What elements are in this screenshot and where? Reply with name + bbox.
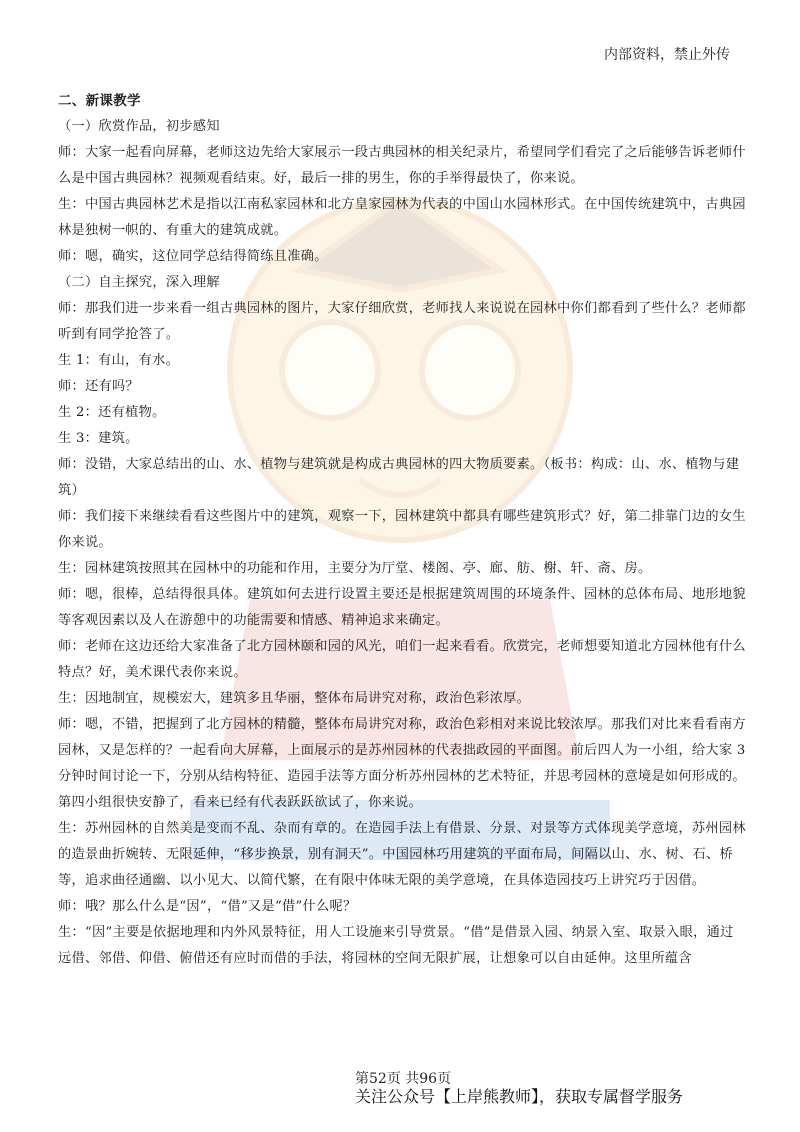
dialogue-paragraph: 师：嗯，不错，把握到了北方园林的精髓，整体布局讲究对称，政治色彩相对来说比较浓厚。那我们对比来看看南方园林，又是怎样的？一起看向大屏幕，上面展示的是苏州园林的代表拙政园的平面图。前后四人为一小组，给大家 3 分钟时间讨论一下，分别从结构特征、造园手法等方面分析苏州园林的艺术特征，并思考园林的意境是如何形成的。第四小组很快安静了，看来已经有代表跃跃欲试了，你来说。 <box>58 717 746 810</box>
dialogue-paragraph: 生：苏州园林的自然美是变而不乱、杂而有章的。在造园手法上有借景、分景、对景等方式体现美学意境，苏州园林的造景曲折婉转、无限延伸，“移步换景，别有洞天”。中国园林巧用建筑的平面布局，间隔以山、水、树、石、桥等，追求曲径通幽、以小见大、以简代繁，在有限中体味无限的美学意境，在具体造园技巧上讲究巧于因借。 <box>58 821 746 888</box>
page-number: 第52页 共96页 <box>355 1071 452 1087</box>
dialogue-paragraph: 生：因地制宜，规模宏大，建筑多且华丽，整体布局讲究对称，政治色彩浓厚。 <box>58 691 531 706</box>
dialogue-paragraph: 生 1：有山，有水。 <box>58 353 180 368</box>
subsection-heading: （一）欣赏作品，初步感知 <box>58 119 220 134</box>
lesson-content <box>58 88 746 972</box>
follow-notice: 关注公众号【上岸熊教师】，获取专属督学服务 <box>355 1087 684 1106</box>
subsection-heading: （二）自主探究，深入理解 <box>58 275 220 290</box>
section-title: 二、新课教学 <box>58 93 141 109</box>
dialogue-paragraph: 师：大家一起看向屏幕，老师这边先给大家展示一段古典园林的相关纪录片，希望同学们看完了之后能够告诉老师什么是中国古典园林？视频观看结束。好，最后一排的男生，你的手举得最快了，你来说。 <box>58 145 746 186</box>
dialogue-paragraph: 师：那我们进一步来看一组古典园林的图片，大家仔细欣赏，老师找人来说说在园林中你们都看到了些什么？老师都听到有同学抢答了。 <box>58 301 746 342</box>
dialogue-paragraph: 师：没错，大家总结出的山、水、植物与建筑就是构成古典园林的四大物质要素。（板书：构成：山、水、植物与建筑） <box>58 457 740 498</box>
dialogue-paragraph: 师：老师在这边还给大家准备了北方园林颐和园的风光，咱们一起来看看。欣赏完，老师想要知道北方园林他有什么特点？好，美术课代表你来说。 <box>58 639 746 680</box>
dialogue-paragraph: 师：还有吗？ <box>58 379 139 394</box>
dialogue-paragraph: 生：“因”主要是依据地理和内外风景特征，用人工设施来引导赏景。“借”是借景入园、纳景入室、取景入眼，通过远借、邻借、仰借、俯借还有应时而借的手法，将园林的空间无限扩展，让想象可以自由延伸。这里所蕴含 <box>58 925 734 966</box>
dialogue-paragraph: 生 2：还有植物。 <box>58 405 166 420</box>
dialogue-paragraph: 师：我们接下来继续看看这些图片中的建筑，观察一下，园林建筑中都具有哪些建筑形式？好，第二排靠门边的女生你来说。 <box>58 509 746 550</box>
dialogue-paragraph: 生 3：建筑。 <box>58 431 139 446</box>
dialogue-paragraph: 师：嗯，很棒，总结得很具体。建筑如何去进行设置主要还是根据建筑周围的环境条件、园林的总体布局、地形地貌等客观因素以及人在游憩中的功能需要和情感、精神追求来确定。 <box>58 587 746 628</box>
dialogue-paragraph: 师：嗯，确实，这位同学总结得简练且准确。 <box>58 249 328 264</box>
dialogue-paragraph: 生：中国古典园林艺术是指以江南私家园林和北方皇家园林为代表的中国山水园林形式。在中国传统建筑中，古典园林是独树一帜的、有重大的建筑成就。 <box>58 197 746 238</box>
dialogue-paragraph: 师：哦？那么什么是“因”，“借”又是“借”什么呢？ <box>58 899 357 914</box>
dialogue-paragraph: 生：园林建筑按照其在园林中的功能和作用，主要分为厅堂、楼阁、亭、廊、舫、榭、轩、斋、房。 <box>58 561 652 576</box>
confidential-notice: 内部资料，禁止外传 <box>604 47 730 63</box>
